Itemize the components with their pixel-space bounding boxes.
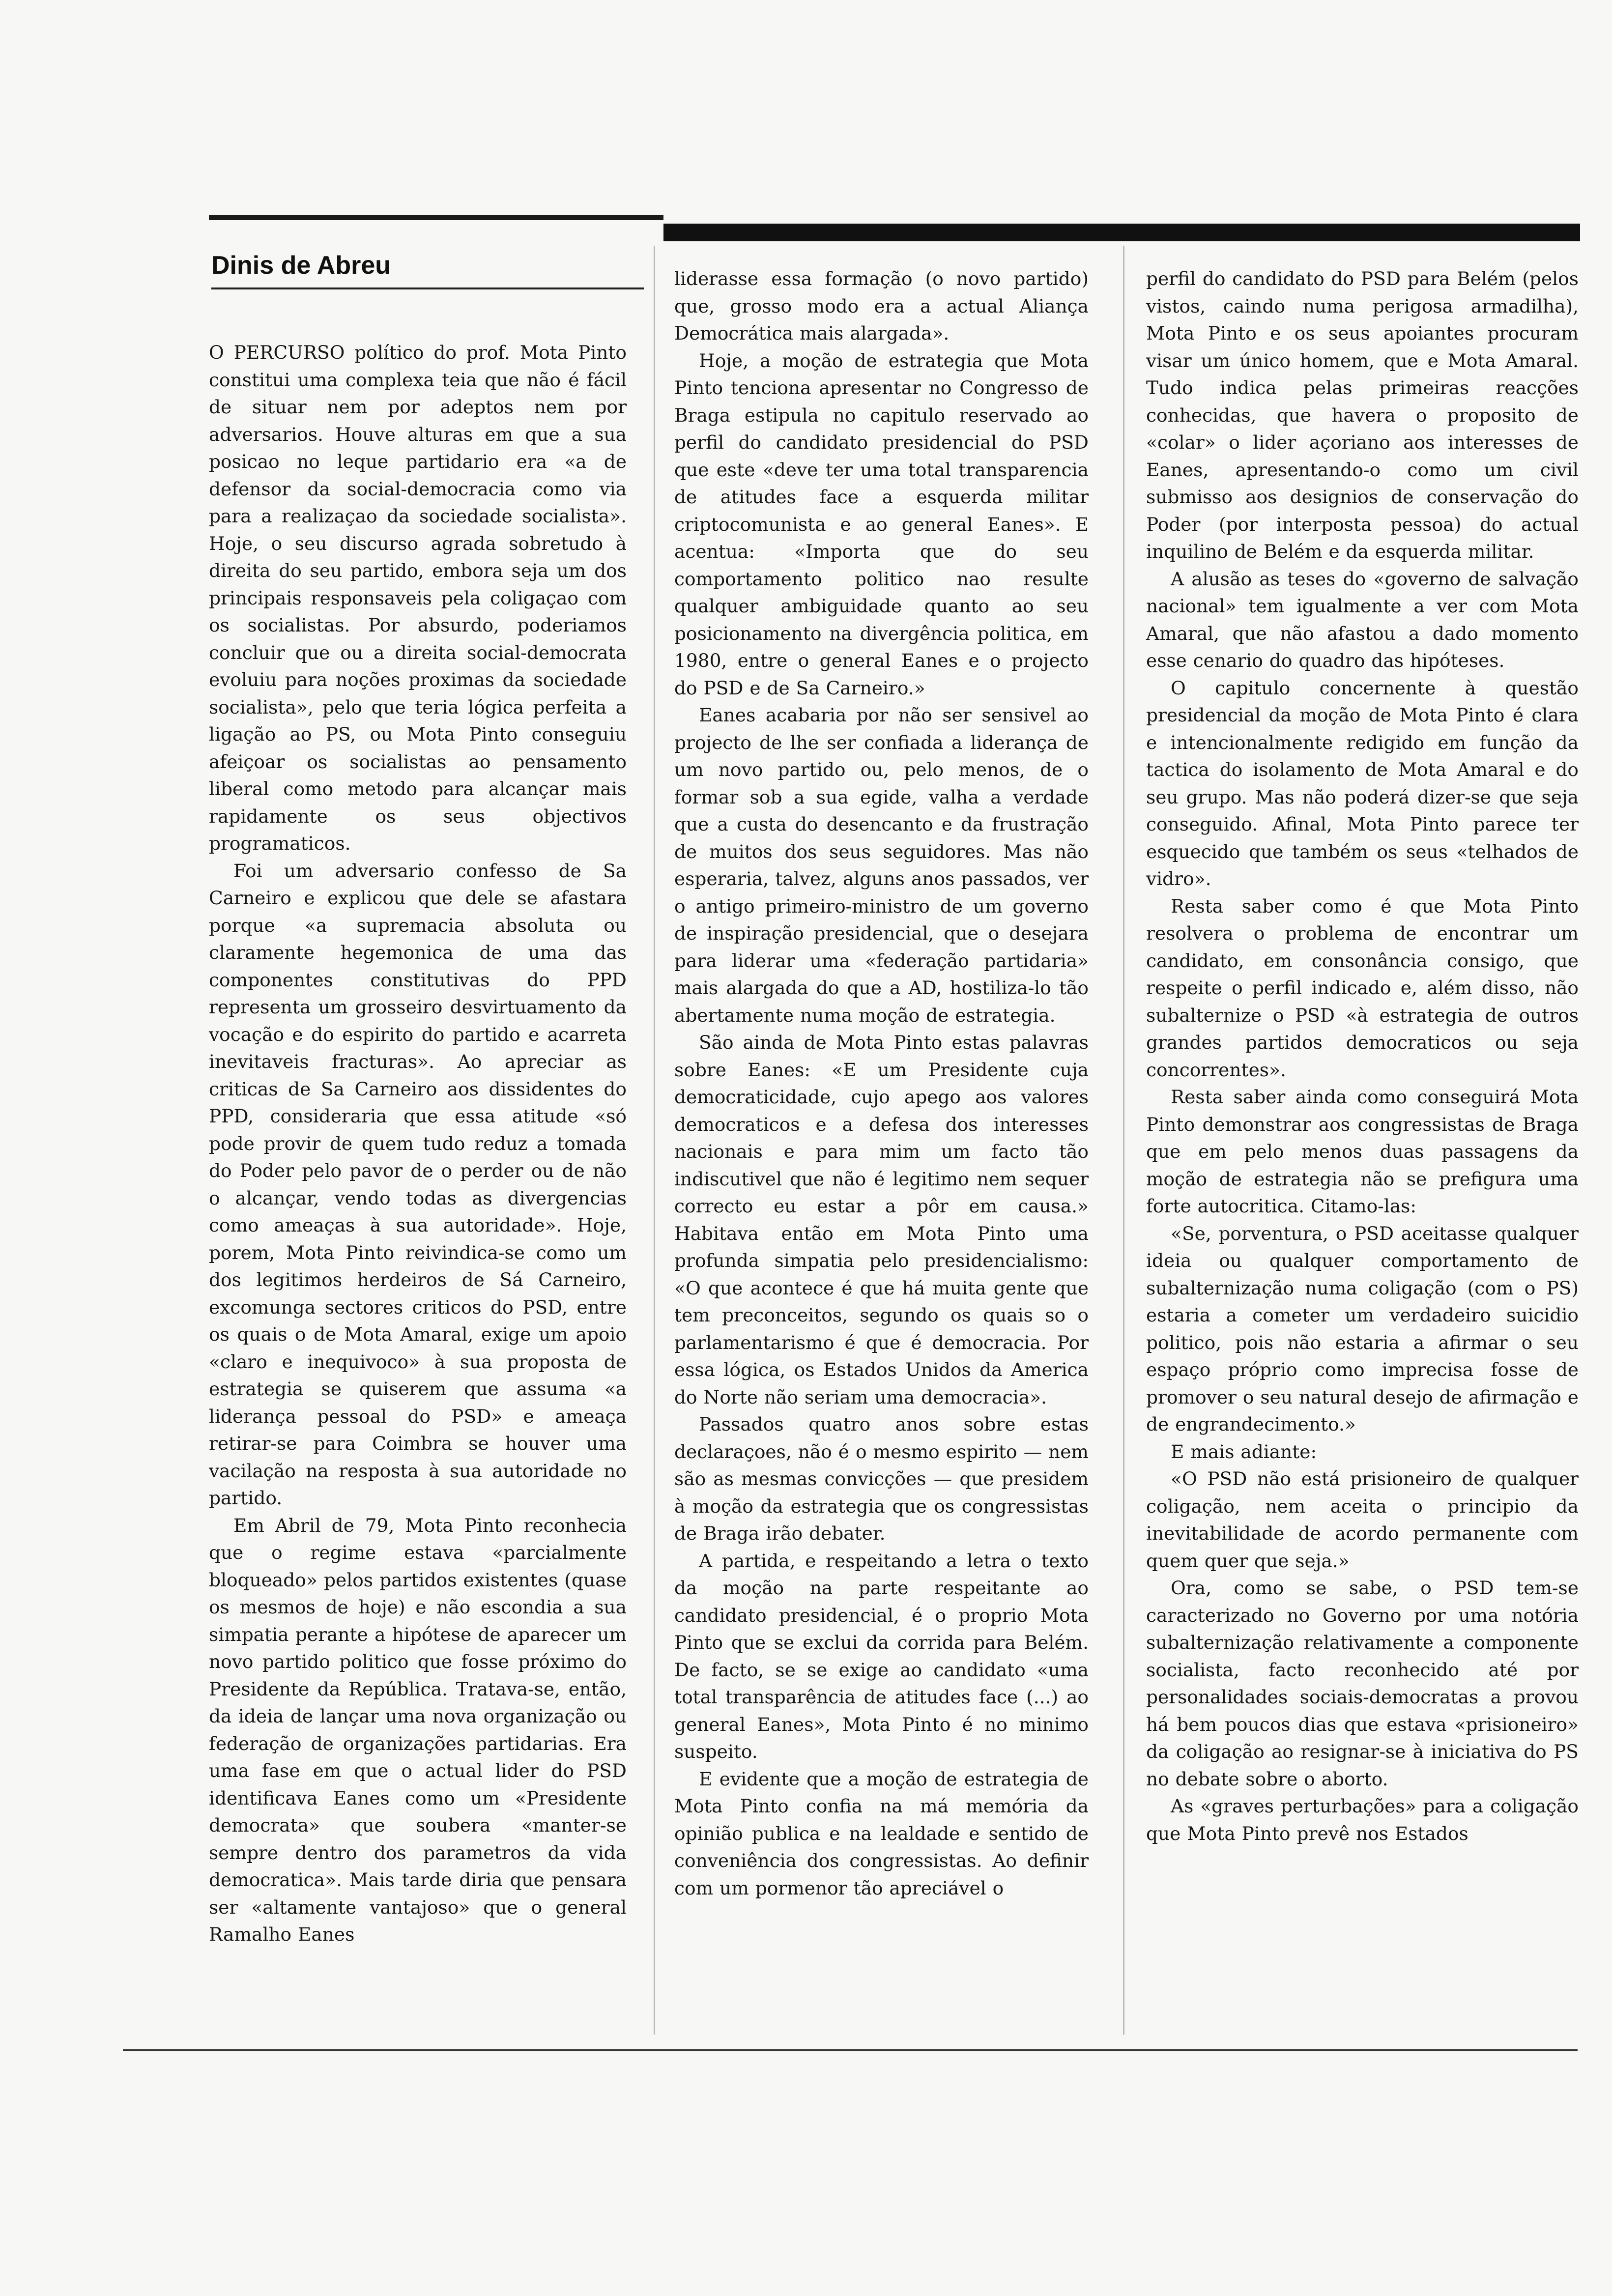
- paragraph: E mais adiante:: [1171, 1440, 1317, 1463]
- paragraph: As «graves perturbações» para a coligação que Mota Pinto prevê nos Estados: [1146, 1795, 1579, 1844]
- paragraph: Foi um adversario confesso de Sa Carneiro e explicou que dele se afastara porque «a supremacia absoluta ou claramente hegemonica de uma das componentes constitutivas do PPD representa um grosseiro desvirtuamento da vocação e do espirito do partido e acarreta inevitaveis fracturas». Ao apreciar as criticas de Sa Carneiro aos dissidentes do PPD, consideraria que essa atitude «só pode provir de quem tudo reduz a tomada do Poder pelo pavor de o perder ou de não o alcançar, vendo todas as divergencias como ameaças à sua autoridade». Hoje, porem, Mota Pinto reivindica-se como um dos legitimos herdeiros de Sá Carneiro, excomunga sectores criticos do PSD, entre os quais o de Mota Amaral, exige um apoio «claro e inequivoco» à sua proposta de estrategia se quiserem que assuma «a liderança pessoal do PSD» e ameaça retirar-se para Coimbra se houver uma vacilação na resposta à sua autoridade no partido.: [209, 860, 627, 1509]
- paragraph: «O PSD não está prisioneiro de qualquer coligação, nem aceita o principio da inevitabilidade de acordo permanente com quem quer que seja.»: [1146, 1468, 1579, 1572]
- paragraph: Resta saber ainda como conseguirá Mota Pinto demonstrar aos congressistas de Braga que em pelo menos duas passagens da moção de estrategia não se prefigura uma forte autocritica. Citamo-las:: [1146, 1086, 1579, 1217]
- paragraph: Em Abril de 79, Mota Pinto reconhecia que o regime estava «parcialmente bloqueado» pelos partidos existentes (quase os mesmos de hoje) e não escondia a sua simpatia perante a hipótese de aparecer um novo partido politico que fosse próximo do Presidente da República. Tratava-se, então, da ideia de lançar uma nova organização ou federação de organizações partidarias. Era uma fase em que o actual lider do PSD identificava Eanes como um «Presidente democrata» que soubera «manter-se sempre dentro dos parametros da vida democratica». Mais tarde diria que pensara ser «altamente vantajoso» que o general Ramalho Eanes: [209, 1514, 627, 1945]
- paragraph: Passados quatro anos sobre estas declaraçoes, não é o mesmo espirito — nem são as mesmas convicções — que presidem à moção da estrategia que os congressistas de Braga irão debater.: [674, 1413, 1089, 1544]
- paragraph: São ainda de Mota Pinto estas palavras sobre Eanes: «E um Presidente cuja democraticidade, cujo apego aos valores democraticos e a defesa dos interesses nacionais e para mim um facto tão indiscutivel que não é legitimo nem sequer correcto eu estar a pôr em causa.» Habitava então em Mota Pinto uma profunda simpatia pelo presidencialismo: «O que acontece é que há muita gente que tem preconceitos, segundo os quais so o parlamentarismo é que é democracia. Por essa lógica, os Estados Unidos da America do Norte não seriam uma democracia».: [674, 1032, 1089, 1408]
- paragraph: A alusão as teses do «governo de salvação nacional» tem igualmente a ver com Mota Amaral, que não afastou a dado momento esse cenario do quadro das hipóteses.: [1146, 568, 1579, 671]
- article-byline: Dinis de Abreu: [211, 251, 391, 280]
- paragraph: Ora, como se sabe, o PSD tem-se caracterizado no Governo por uma notória subalternização relativamente a componente socialista, facto reconhecido até por personalidades sociais-democratas a provou há bem poucos dias que estava «prisioneiro» da coligação ao resignar-se à iniciativa do PS no debate sobre o aborto.: [1146, 1577, 1579, 1790]
- article-column-1: [209, 339, 627, 1949]
- paragraph: O capitulo concernente à questão presidencial da moção de Mota Pinto é clara e intencionalmente redigido em função da tactica do isolamento de Mota Amaral e do seu grupo. Mas não poderá dizer-se que seja conseguido. Afinal, Mota Pinto parece ter esquecido que também os seus «telhados de vidro».: [1146, 677, 1579, 890]
- paragraph: perfil do candidato do PSD para Belém (pelos vistos, caindo numa perigosa armadilha), Mota Pinto e os seus apoiantes procuram visar um único homem, que e Mota Amaral. Tudo indica pelas primeiras reacções conhecidas, que havera o proposito de «colar» o lider açoriano aos interesses de Eanes, apresentando-o como um civil submisso aos designios de conservação do Poder (por interposta pessoa) do actual inquilino de Belém e da esquerda militar.: [1146, 268, 1579, 562]
- paragraph: O PERCURSO político do prof. Mota Pinto constitui uma complexa teia que não é fácil de situar nem por adeptos nem por adversarios. Houve alturas em que a sua posicao no leque partidario era «a de defensor da social-democracia como via para a realizaçao da sociedade socialista». Hoje, o seu discurso agrada sobretudo à direita do seu partido, embora seja um dos principais responsaveis pela coligaçao com os socialistas. Por absurdo, poderiamos concluir que ou a direita social-democrata evoluiu para noções proximas da sociedade socialista», pelo que teria lógica perfeita a ligação ao PS, ou Mota Pinto conseguiu afeiçoar os socialistas ao pensamento liberal como metodo para alcançar mais rapidamente os seus objectivos programaticos.: [209, 342, 627, 854]
- paragraph: liderasse essa formação (o novo partido) que, grosso modo era a actual Aliança Democrática mais alargada».: [674, 268, 1089, 344]
- byline-rule: [211, 287, 644, 289]
- column-separator: [1123, 246, 1124, 2035]
- article-column-2: [674, 265, 1089, 1902]
- top-rule-thin: [209, 215, 663, 220]
- paragraph: «Se, porventura, o PSD aceitasse qualquer ideia ou qualquer comportamento de subalternização numa coligação (com o PS) estaria a cometer um verdadeiro suicidio politico, pois não estaria a afirmar o seu espaço próprio como imprecisa fosse de promover o seu natural desejo de afirmação e de engrandecimento.»: [1146, 1222, 1579, 1435]
- bottom-rule: [123, 2049, 1578, 2051]
- column-separator: [654, 246, 655, 2035]
- paragraph: Resta saber como é que Mota Pinto resolvera o problema de encontrar um candidato, em consonância consigo, que respeite o perfil indicado e, além disso, não subalternize o PSD «à estrategia de outros grandes partidos democraticos ou seja concorrentes».: [1146, 895, 1579, 1081]
- paragraph: Hoje, a moção de estrategia que Mota Pinto tenciona apresentar no Congresso de Braga estipula no capitulo reservado ao perfil do candidato presidencial do PSD que este «deve ter uma total transparencia de atitudes face a esquerda militar criptocomunista e ao general Eanes». E acentua: «Importa que do seu comportamento politico nao resulte qualquer ambiguidade quanto ao seu posicionamento na divergência politica, em 1980, entre o general Eanes e o projecto do PSD e de Sa Carneiro.»: [674, 349, 1089, 699]
- paragraph: E evidente que a moção de estrategia de Mota Pinto confia na má memória da opinião publica e na lealdade e sentido de conveniência dos congressistas. Ao definir com um pormenor tão apreciável o: [674, 1768, 1089, 1899]
- paragraph: A partida, e respeitando a letra o texto da moção na parte respeitante ao candidato presidencial, é o proprio Mota Pinto que se exclui da corrida para Belém. De facto, se se exige ao candidato «uma total transparência de atitudes face (...) ao general Eanes», Mota Pinto é no minimo suspeito.: [674, 1550, 1089, 1762]
- paragraph: Eanes acabaria por não ser sensivel ao projecto de lhe ser confiada a liderança de um novo partido ou, pelo menos, de o formar sob a sua egide, valha a verdade que a custa do desencanto e da frustração de muitos dos seus seguidores. Mas não esperaria, talvez, alguns anos passados, ver o antigo primeiro-ministro de um governo de inspiração presidencial, que o desejara para liderar uma «federação partidaria» mais alargada do que a AD, hostiliza-lo tão abertamente numa moção de estrategia.: [674, 704, 1089, 1026]
- article-column-3: [1146, 265, 1579, 1847]
- top-rule-thick: [663, 224, 1580, 241]
